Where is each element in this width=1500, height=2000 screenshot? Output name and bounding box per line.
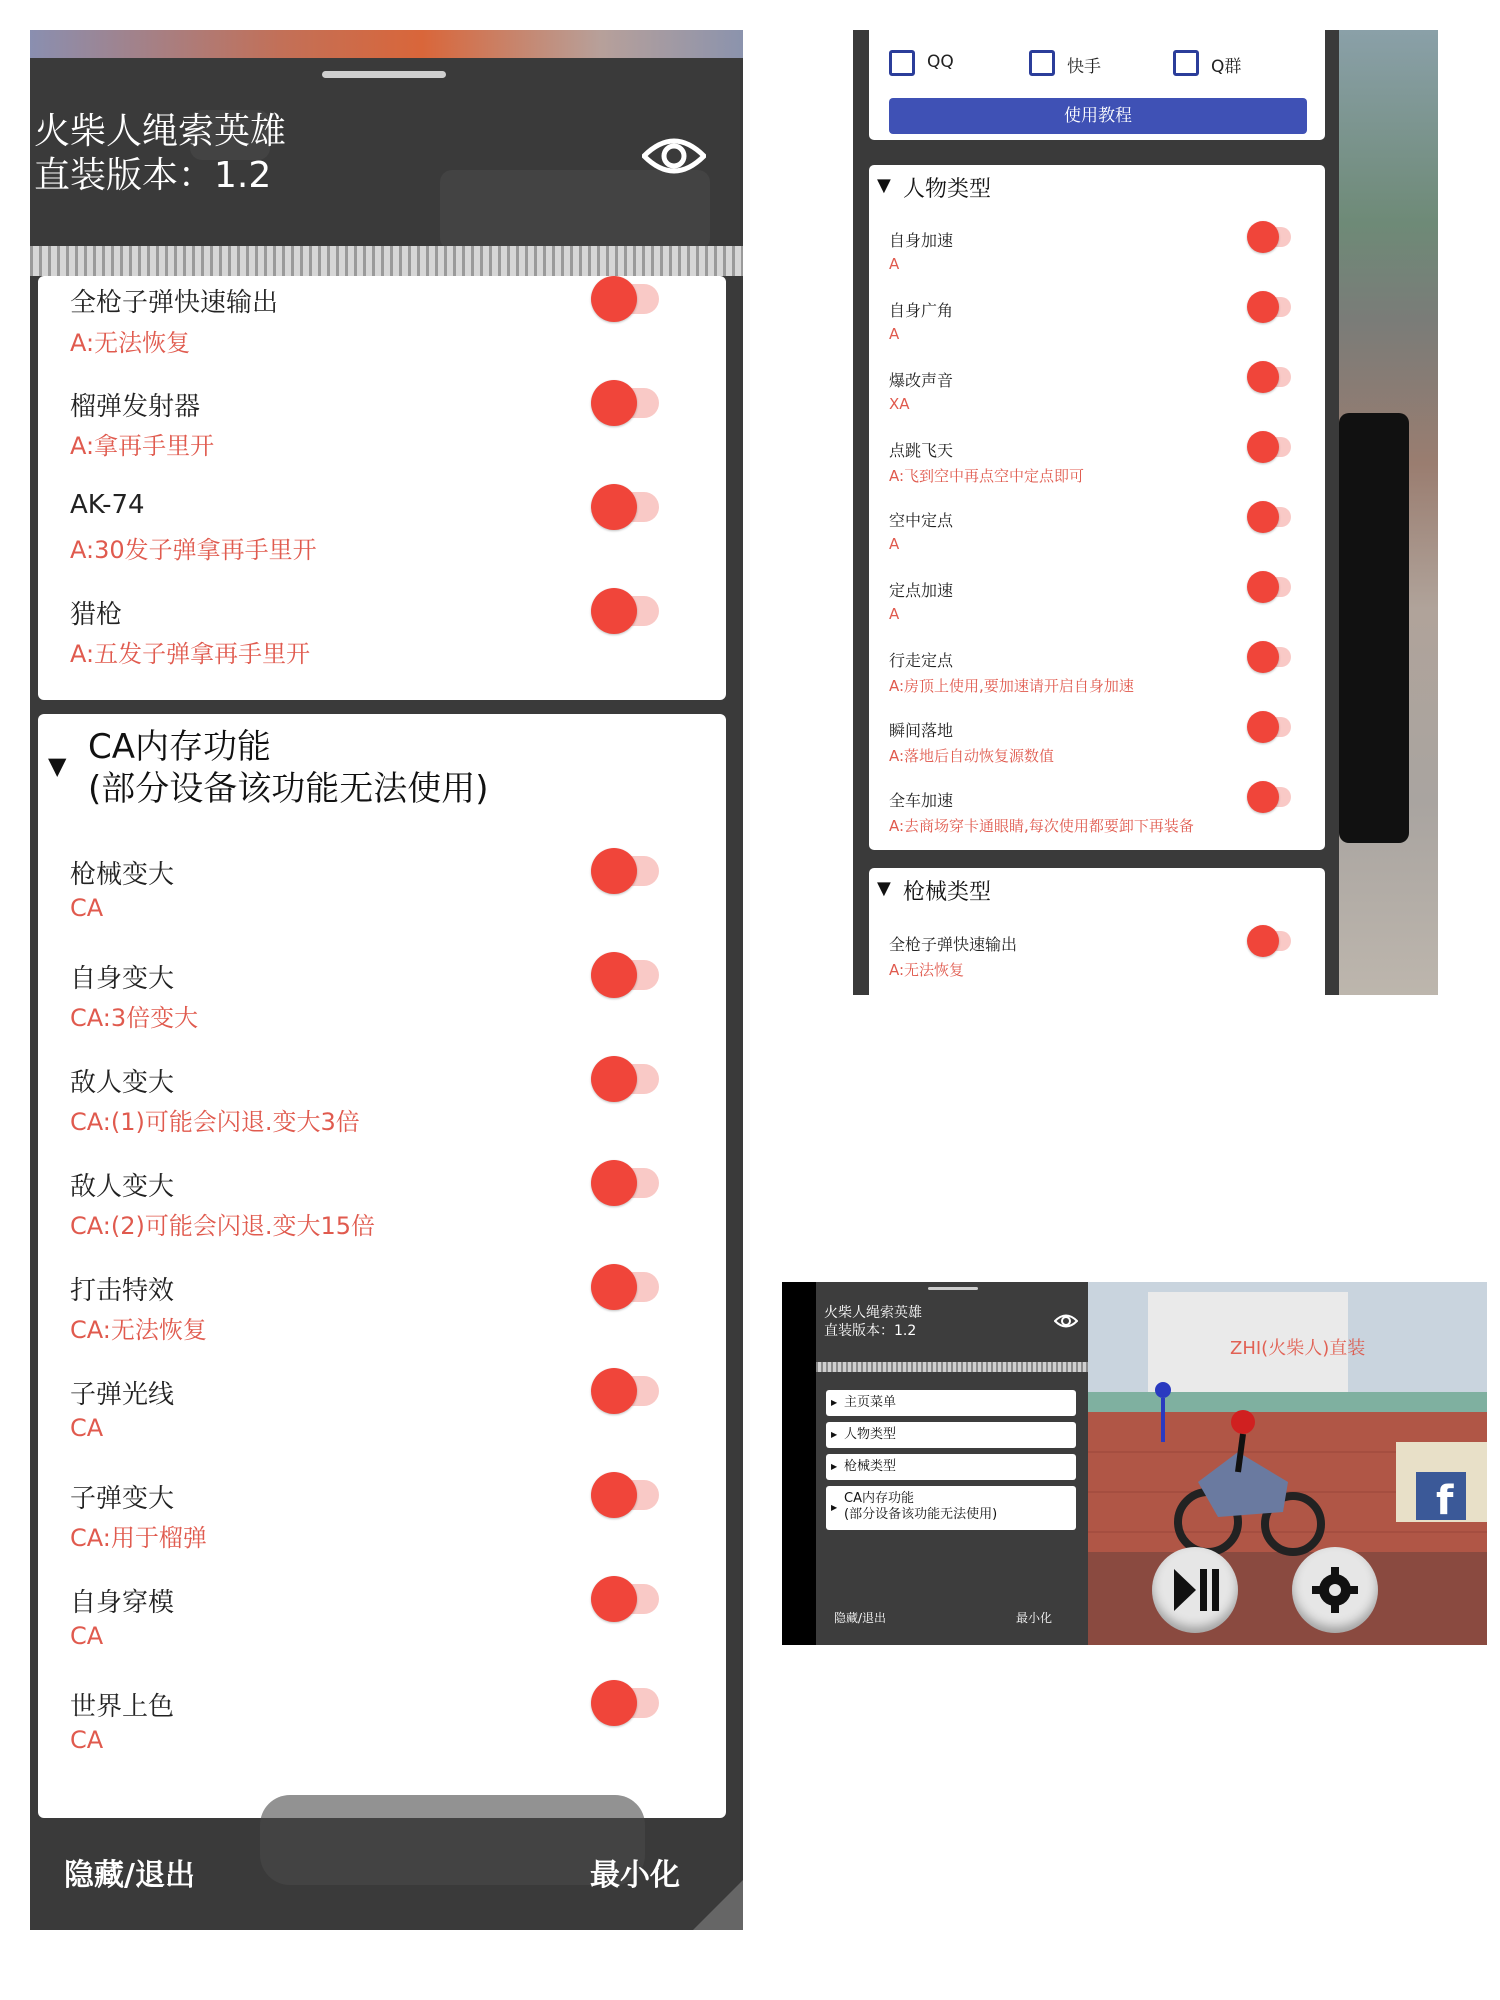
svg-text:f: f bbox=[1436, 1478, 1454, 1524]
section-header[interactable] bbox=[88, 726, 489, 810]
feature-name: 自身广角 bbox=[889, 301, 954, 320]
section-subtitle: (部分设备该功能无法使用) bbox=[88, 769, 489, 809]
background-app-ghost bbox=[260, 1795, 645, 1885]
checkbox-icon[interactable] bbox=[889, 50, 915, 76]
triangle-right-icon: ▶ bbox=[831, 1462, 838, 1471]
decorative-strip bbox=[816, 1362, 1088, 1372]
feature-desc: A bbox=[889, 605, 900, 623]
collapsed-mod-menu bbox=[816, 1282, 1088, 1645]
section-title: CA内存功能 bbox=[88, 727, 271, 767]
feature-name: 空中定点 bbox=[889, 511, 954, 530]
feature-desc: CA bbox=[70, 1622, 104, 1650]
eye-icon[interactable] bbox=[1054, 1312, 1078, 1334]
menu-title bbox=[824, 1304, 922, 1340]
decorative-strip bbox=[30, 246, 743, 276]
gun-section-card bbox=[38, 276, 726, 700]
minimize-button[interactable]: 最小化 bbox=[590, 1858, 680, 1893]
triangle-down-icon[interactable]: ▼ bbox=[877, 175, 891, 196]
feature-desc: CA:(2)可能会闪退.变大15倍 bbox=[70, 1212, 376, 1240]
feature-name: 全枪子弹快速输出 bbox=[889, 935, 1018, 954]
character-section-card bbox=[869, 165, 1325, 850]
feature-name: 世界上色 bbox=[70, 1692, 175, 1722]
triangle-down-icon[interactable]: ▼ bbox=[877, 878, 891, 899]
hide-exit-button[interactable]: 隐藏/退出 bbox=[64, 1858, 195, 1893]
feature-desc: A:飞到空中再点空中定点即可 bbox=[889, 467, 1085, 485]
watermark-text: ZHI(火柴人)直装 bbox=[1230, 1338, 1366, 1359]
mod-menu-expanded bbox=[30, 30, 743, 1930]
menu-item-character[interactable]: ▶ 人物类型 bbox=[826, 1422, 1076, 1448]
feature-desc: CA bbox=[70, 1414, 104, 1442]
app-name: 火柴人绳索英雄 bbox=[824, 1305, 922, 1321]
feature-desc: A bbox=[889, 535, 900, 553]
checkbox-icon[interactable] bbox=[1173, 50, 1199, 76]
feature-desc: CA bbox=[70, 1726, 104, 1754]
checkbox-icon[interactable] bbox=[1029, 50, 1055, 76]
feature-desc: A:房顶上使用,要加速请开启自身加速 bbox=[889, 677, 1134, 695]
feature-name: 自身穿模 bbox=[70, 1588, 175, 1618]
feature-name: 枪械变大 bbox=[70, 860, 175, 890]
hide-exit-button[interactable]: 隐藏/退出 bbox=[834, 1611, 887, 1625]
section-title[interactable]: 人物类型 bbox=[903, 177, 992, 202]
drag-handle[interactable] bbox=[322, 71, 446, 78]
version-label: 直装版本：1.2 bbox=[824, 1323, 917, 1339]
feature-desc: A:拿再手里开 bbox=[70, 432, 215, 460]
feature-name: 自身加速 bbox=[889, 231, 954, 250]
section-title[interactable]: 枪械类型 bbox=[903, 880, 992, 905]
feature-desc: XA bbox=[889, 395, 910, 413]
feature-name: 全车加速 bbox=[889, 791, 954, 810]
feature-desc: CA:无法恢复 bbox=[70, 1316, 207, 1344]
feature-name: 点跳飞天 bbox=[889, 441, 954, 460]
play-pause-button[interactable] bbox=[1152, 1547, 1238, 1633]
checkbox-label: 快手 bbox=[1067, 57, 1101, 77]
triangle-down-icon[interactable]: ▼ bbox=[48, 752, 67, 780]
feature-desc: A:无法恢复 bbox=[70, 329, 191, 357]
feature-desc: A bbox=[889, 255, 900, 273]
triangle-right-icon: ▶ bbox=[831, 1503, 838, 1512]
resize-handle[interactable] bbox=[693, 1880, 743, 1930]
feature-name: 爆改声音 bbox=[889, 371, 954, 390]
gear-icon[interactable] bbox=[1292, 1547, 1378, 1633]
feature-name: 猎枪 bbox=[70, 600, 123, 630]
checkbox-label: QQ bbox=[927, 52, 954, 72]
feature-desc: A bbox=[889, 325, 900, 343]
feature-name: 定点加速 bbox=[889, 581, 954, 600]
feature-desc: CA:(1)可能会闪退.变大3倍 bbox=[70, 1108, 360, 1136]
feature-name: 全枪子弹快速输出 bbox=[70, 288, 279, 318]
feature-desc: A:去商场穿卡通眼睛,每次使用都要卸下再装备 bbox=[889, 817, 1194, 835]
feature-desc: A:落地后自动恢复源数值 bbox=[889, 747, 1055, 765]
background-app-ghost bbox=[1339, 413, 1409, 843]
triangle-right-icon: ▶ bbox=[831, 1430, 838, 1439]
gun-section-card bbox=[869, 868, 1325, 995]
feature-name: 敌人变大 bbox=[70, 1068, 175, 1098]
ca-section-card bbox=[38, 714, 726, 1818]
feature-name: AK-74 bbox=[70, 490, 145, 520]
social-card bbox=[869, 30, 1325, 140]
triangle-right-icon: ▶ bbox=[831, 1398, 838, 1407]
feature-desc: CA:用于榴弹 bbox=[70, 1524, 207, 1552]
drag-handle[interactable] bbox=[928, 1287, 978, 1290]
feature-name: 榴弹发射器 bbox=[70, 392, 201, 422]
feature-desc: A:无法恢复 bbox=[889, 961, 965, 979]
feature-name: 自身变大 bbox=[70, 964, 175, 994]
menu-item-ca-memory[interactable]: ▶ CA内存功能 (部分设备该功能无法使用) bbox=[826, 1486, 1076, 1530]
feature-desc: CA bbox=[70, 894, 104, 922]
feature-desc: CA:3倍变大 bbox=[70, 1004, 199, 1032]
feature-name: 子弹光线 bbox=[70, 1380, 175, 1410]
menu-title bbox=[34, 110, 286, 198]
app-name: 火柴人绳索英雄 bbox=[34, 111, 287, 152]
feature-name: 打击特效 bbox=[70, 1276, 175, 1306]
feature-desc: A:30发子弹拿再手里开 bbox=[70, 536, 317, 564]
feature-name: 行走定点 bbox=[889, 651, 954, 670]
status-bar-background bbox=[30, 30, 743, 58]
menu-item-guns[interactable]: ▶ 枪械类型 bbox=[826, 1454, 1076, 1480]
mod-menu-partial bbox=[853, 30, 1438, 995]
minimize-button[interactable]: 最小化 bbox=[1016, 1611, 1053, 1625]
eye-icon[interactable] bbox=[642, 132, 706, 184]
version-label: 直装版本：1.2 bbox=[34, 155, 272, 196]
feature-desc: A:五发子弹拿再手里开 bbox=[70, 640, 311, 668]
feature-name: 瞬间落地 bbox=[889, 721, 954, 740]
feature-name: 子弹变大 bbox=[70, 1484, 175, 1514]
menu-item-home[interactable]: ▶ 主页菜单 bbox=[826, 1390, 1076, 1416]
game-screenshot-collapsed-menu bbox=[782, 1282, 1487, 1645]
feature-name: 敌人变大 bbox=[70, 1172, 175, 1202]
tutorial-button[interactable]: 使用教程 bbox=[889, 98, 1307, 134]
checkbox-label: Q群 bbox=[1211, 57, 1242, 77]
